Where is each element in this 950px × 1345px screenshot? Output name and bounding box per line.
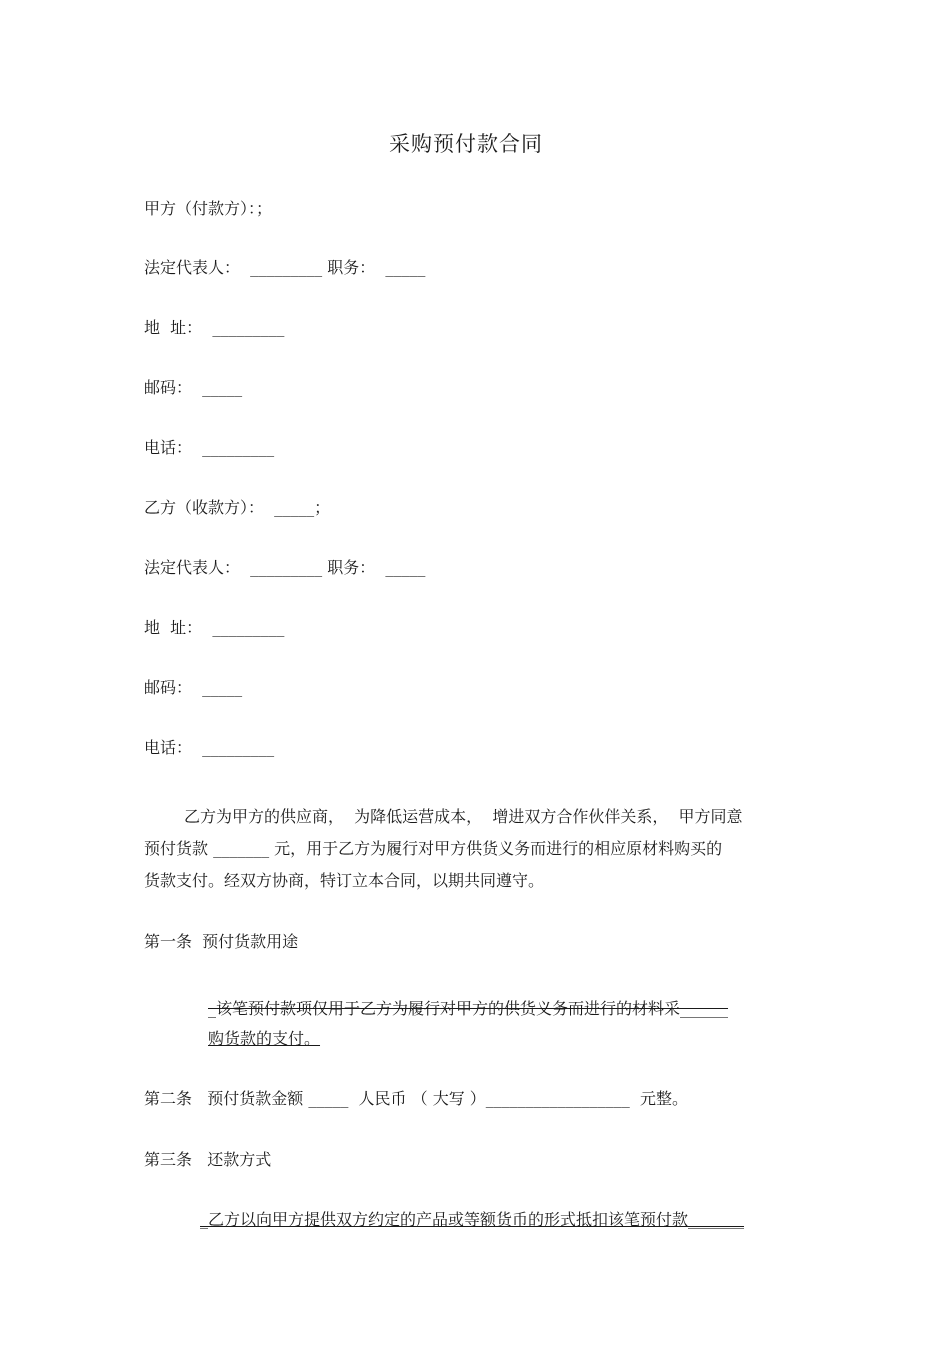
document-title: 采购预付款合同 <box>389 132 543 156</box>
article-1-body-line-2: 购货款的支付。 <box>208 1029 321 1048</box>
preamble-line-1: 乙方为甲方的供应商， 为降低运营成本， 增进双方合作伙伴关系， 甲方同意 <box>184 807 743 826</box>
party-a-address: 地 址： _________ <box>144 318 285 337</box>
party-b-address: 地 址： _________ <box>144 618 285 637</box>
party-a-postcode: 邮码： _____ <box>144 378 243 397</box>
preamble-line-3: 货款支付。经双方协商，特订立本合同，以期共同遵守。 <box>144 871 545 890</box>
party-b-name: 乙方（收款方）： _____； <box>144 498 331 517</box>
party-a-phone: 电话： _________ <box>144 438 275 457</box>
party-b-postcode: 邮码： _____ <box>144 678 243 697</box>
party-a-name: 甲方（付款方）：； <box>144 199 273 218</box>
article-2-heading: 第二条 预付货款金额 _____ 人民币 （ 大写 ）__________________ 元整。 <box>144 1089 688 1108</box>
party-a-representative: 法定代表人： _________ 职务： _____ <box>144 258 426 277</box>
article-1-heading: 第一条 预付货款用途 <box>144 932 299 951</box>
party-b-representative: 法定代表人： _________ 职务： _____ <box>144 558 426 577</box>
party-b-phone: 电话： _________ <box>144 738 275 757</box>
article-3-heading: 第三条 还款方式 <box>144 1150 272 1169</box>
article-1-body-line-1: _该笔预付款项仅用于乙方为履行对甲方的供货义务而进行的材料采______ <box>208 999 729 1018</box>
article-3-body-line-1: _乙方以向甲方提供双方约定的产品或等额货币的形式抵扣该笔预付款_______ <box>200 1210 745 1229</box>
preamble-line-2: 预付货款 _______ 元，用于乙方为履行对甲方供货义务而进行的相应原材料购买的 <box>144 839 723 858</box>
